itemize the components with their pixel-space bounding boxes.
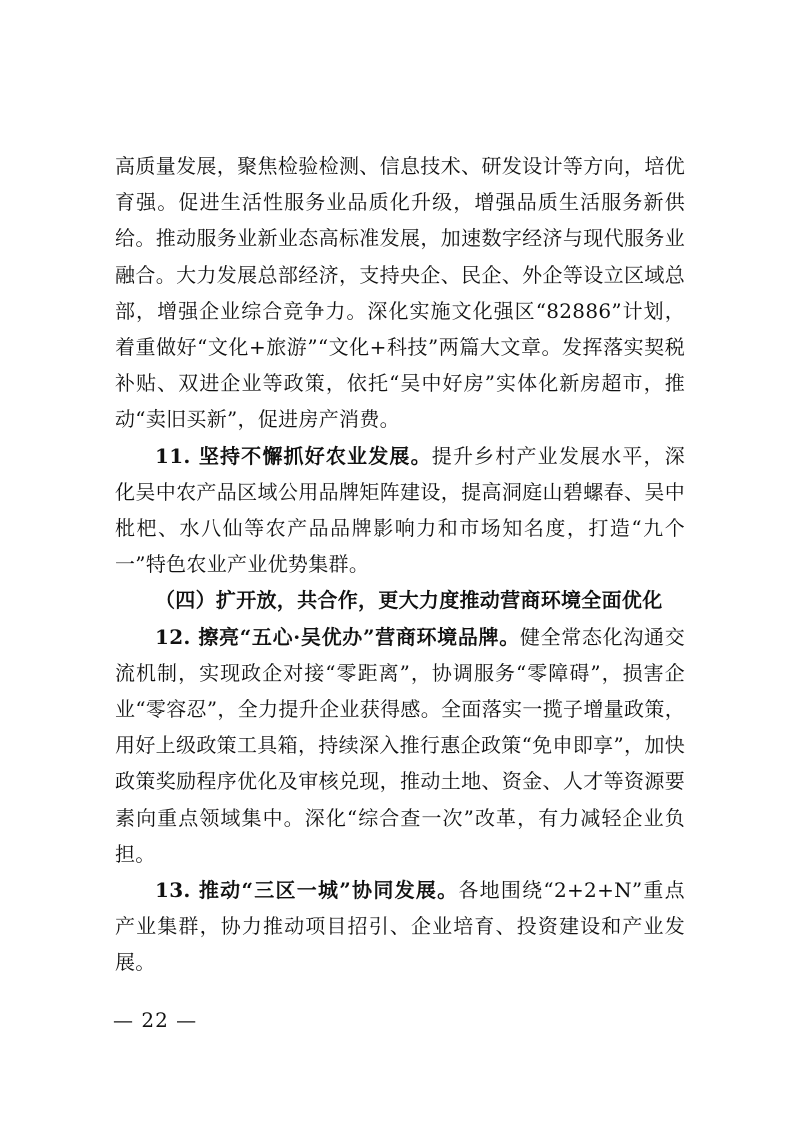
paragraph-item-11-agriculture [115,438,685,583]
paragraph-text: 高质量发展，聚焦检验检测、信息技术、研发设计等方向，培优育强。促进生活性服务业品质化升级，增强品质生活服务新供给。推动服务业新业态高标准发展，加速数字经济与现代服务业融合。大力发展总部经济，支持央企、民企、外企等设立区域总部，增强企业综合竞争力。深化实施文化强区“82886”计划，着重做好“文化+旅游”“文化+科技”两篇大文章。发挥落实契税补贴、双进企业等政策，依托“吴中好房”实体化新房超市，推动“卖旧买新”，促进房产消费。 [115,154,685,432]
item-lead-heading: 13. 推动“三区一城”协同发展。 [155,878,459,903]
page-number: — 22 — [113,1008,198,1032]
item-lead-heading: 12. 擦亮“五心·吴优办”营商环境品牌。 [155,624,520,649]
paragraph-text: 健全常态化沟通交流机制，实现政企对接“零距离”，协调服务“零障碍”，损害企业“零容忍”，全力提升企业获得感。全面落实一揽子增量政策，用好上级政策工具箱，持续深入推行惠企政策“免申即享”，加快政策奖励程序优化及审核兑现，推动土地、资金、人才等资源要素向重点领域集中。深化“综合查一次”改革，有力减轻企业负担。 [115,624,685,866]
document-body [115,148,685,981]
section-heading-4: （四）扩开放，共合作，更大力度推动营商环境全面优化 [155,588,663,613]
paragraph-services-continuation [115,148,685,438]
paragraph-text: 提升乡村产业发展水平，深化吴中农产品区域公用品牌矩阵建设，提高洞庭山碧螺春、吴中枇杷、水八仙等农产品品牌影响力和市场知名度，打造“九个一”特色农业产业优势集群。 [115,443,685,577]
item-lead-heading: 11. 坚持不懈抓好农业发展。 [155,443,432,468]
paragraph-item-13-coordinated-development [115,872,685,981]
paragraph-text: 各地围绕“2+2+N”重点产业集群，协力推动项目招引、企业培育、投资建设和产业发展。 [115,878,685,975]
paragraph-item-12-business-environment [115,619,685,872]
